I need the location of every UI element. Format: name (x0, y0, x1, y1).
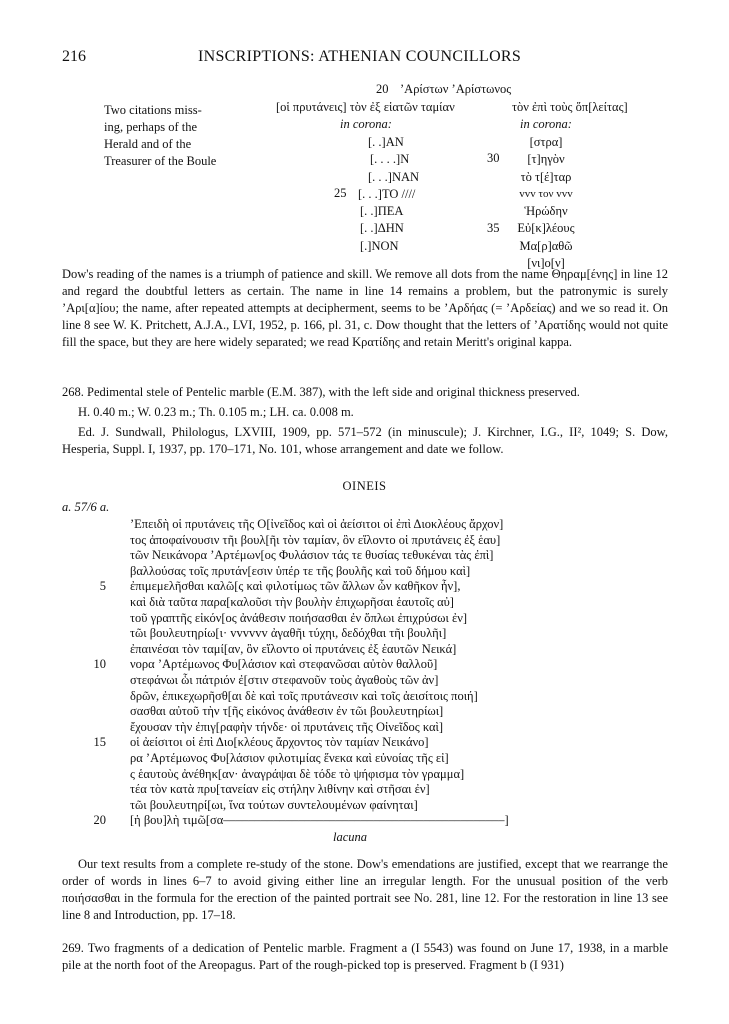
inscription-line-text: ς ἑαυτοὺς ἀνέθηκ[αν· ἀναγράψαι δὲ τόδε τὸ ψήφισμα τὸν γραμμα] (130, 766, 465, 781)
name-line: [. . .]ΝΑΝ (368, 169, 420, 184)
inscription-line (110, 704, 670, 720)
side-note-line: ing, perhaps of the (104, 120, 198, 134)
line-number: 20 (93, 813, 106, 828)
side-note (104, 102, 216, 170)
inscription-line-text: οἱ ἀείσιτοι οἱ ἐπὶ Διο[κλέους ἄρχοντος τὸν ταμίαν Νεικάνο] (130, 735, 429, 750)
inscription-line-text: ἐπαινέσαι τὸν ταμί[αν, ὃν εἵλοντο οἱ πρυτάνεις ἐξ ἑαυτῶν Νεικά] (130, 641, 457, 656)
inscription-line-text: τῶι βουλευτηρίω[ι· vvvvvv ἀγαθῆι τύχηι, δεδόχθαι τῆι βουλῆι] (130, 626, 447, 641)
lacuna-label: lacuna (332, 830, 368, 844)
name-line: [. .]ΑΝ (368, 135, 404, 149)
name-line: Εὐ[κ]λέους (517, 221, 575, 236)
inscription-line (110, 595, 670, 611)
inscription-line (110, 626, 670, 642)
inscription-line (110, 767, 670, 783)
name-line: [νι]ο[ν] (527, 256, 565, 271)
name-line: Ἡρώδην (524, 204, 568, 219)
inscription-line (110, 673, 670, 689)
name-line: [. .]ΠΕΑ (360, 204, 404, 219)
line-number: 20 (376, 82, 389, 96)
line-number: 35 (487, 221, 500, 235)
side-note-line: Herald and of the (104, 137, 192, 151)
name-line: [τ]ηγὸν (527, 152, 565, 167)
commentary-267: Dow's reading of the names is a triumph of patience and skill. We remove all dots from the name Θηραμ[ένης] in line 12 and regard the doubtful letters as certain. The name in line 14 remains a problem, but the patronymic is surely ʼΑρι[α]ίου; the name, after repeated attempts at decipherment, seems to be ʼΑρδήας (= ʼΑρδείας) and we so read it. On line 8 see W. K. Pritchett, A.J.A., LVI, 1952, p. 166, pl. 31, c. Dow thought that the letters of ʼΑρατίδης would not quite fill the space, but they are here widely separated; we read Κρατίδης and retain Meritt's original kappa. (62, 267, 668, 349)
inscription-268-text (93, 517, 670, 829)
left-corona-label: in corona: (340, 117, 392, 131)
inscription-line (110, 517, 670, 533)
entry-268-editions: Ed. J. Sundwall, Philologus, LXVIII, 1909, pp. 571–572 (in minuscule); J. Kirchner, I.G., II², 1049; S. Dow, Hesperia, Suppl. I, 1937, pp. 170–171, No. 101, whose arrangement and date we follow. (62, 425, 668, 456)
inscription-line-text: τοῦ γραπτῆς εἰκόν[ος ἀνάθεσιν ποιήσασθαι ἐν ὅπλωι ἐπιχρύσωι ἐν] (130, 610, 468, 625)
inscription-line-text: βαλλούσας τοῖς πρυτάν[εσιν ὑπέρ τε τῆς βουλῆς καὶ τοῦ δήμου καὶ] (130, 563, 471, 578)
inscription-line (110, 689, 670, 705)
left-column-heading: [οἱ πρυτάνεις] τὸν ἐξ εἱατῶν ταμίαν (276, 100, 455, 114)
inscription-line (110, 751, 670, 767)
inscription-line (110, 720, 670, 736)
right-column-heading: τὸν ἐπὶ τοὺς ὅπ[λείτας] (512, 100, 628, 114)
page-number: 216 (62, 48, 86, 65)
inscription-line-text: δρῶν, ἐπικεχωρῆσθ[αι δὲ καὶ τοῖς πρυτάνεσιν καὶ τοῖς ἀεισίτοις ποιή] (130, 688, 478, 703)
line-number: 30 (487, 151, 500, 165)
inscription-line (110, 642, 670, 658)
line-number: 25 (334, 186, 347, 200)
inscription-line (110, 533, 670, 549)
name-line: Μα[ρ]αθῶ (519, 238, 573, 253)
line-number: 10 (93, 657, 106, 672)
inscription-line-text: νορα ʼΑρτέμωνος Φυ[λάσιον καὶ στεφανῶσαι αὐτὸν θαλλοῦ] (130, 657, 438, 672)
inscription-line (99, 579, 670, 595)
inscription-line (110, 548, 670, 564)
inscription-line-text: στεφάνωι ὧι πάτριόν ἐ[στιν στεφανοῦν τοὺς ἀγαθοὺς τῶν ἀν] (130, 672, 439, 687)
name-line: [. . . .]Ν (370, 152, 410, 167)
right-corona-label: in corona: (520, 117, 572, 131)
name-line: [στρα] (529, 135, 563, 149)
inscription-line-text: ἐπιμεμελῆσθαι καλῶ[ς καὶ φιλοτίμως τῶν ἄλλων ὧν καθῆκον ἦν], (130, 579, 461, 594)
inscription-line-text: τος ἀποφαίνουσιν τῆι βουλ[ῆι τὸν ταμίαν, ὃν εἵλοντο οἱ πρυτάνεις ἐξ ἑαυ] (130, 532, 501, 547)
inscription-line (110, 611, 670, 627)
entry-268-dimensions: H. 0.40 m.; W. 0.23 m.; Th. 0.105 m.; LH. ca. 0.008 m. (78, 405, 354, 419)
side-note-line: Treasurer of the Boule (104, 154, 217, 168)
inscription-line (110, 782, 670, 798)
inscription-line-text: τῶν Νεικάνορα ʼΑρτέμων[ος Φυλάσιον τάς τε θυσίας τεθυκέναι τὰς ἐπὶ] (130, 548, 494, 563)
name-line: [. . .]ΤΟ //// (358, 186, 416, 201)
inscription-line-text: σασθαι αὐτοῦ τὴν τ[ῆς εἰκόνος ἀνάθεσιν ἐν τῶι βουλευτηρίωι] (130, 704, 444, 719)
left-names-column (358, 134, 419, 255)
name-line: τὸ τ[έ]ταρ (520, 169, 572, 184)
inscription-line-text: [ἡ βου]λὴ τιμῶ[σα–––––––––––––––––––––––––––––––––––––––––––––] (130, 813, 509, 828)
right-names-column (496, 134, 596, 272)
running-title: INSCRIPTIONS: ATHENIAN COUNCILLORS (198, 48, 522, 65)
line-number: 15 (93, 735, 106, 750)
inscription-line-text: ʼΕπειδὴ οἱ πρυτάνεις τῆς Ο[ἰνεῖδος καὶ οἱ ἀείσιτοι οἱ ἐπὶ Διοκλέους ἄρχον] (130, 517, 504, 531)
section-title: OINEIS (342, 479, 387, 493)
name-line: [. .]ΔΗΝ (360, 221, 404, 236)
inscription-line (110, 564, 670, 580)
inscription-line: ʼΑρίστων ʼΑρίστωνος (400, 82, 512, 96)
inscription-line-text: τῶι βουλευτηρί[ωι, ἵνα τούτων συντελουμένων φαίνηται] (130, 797, 418, 812)
side-note-line: Two citations miss- (104, 103, 202, 117)
inscription-line-text: καὶ διὰ ταῦτα παρα[καλοῦσι τὴν βουλὴν ἐπιχωρῆσαι ἑαυτοῖς αὐ] (130, 594, 454, 609)
name-line: vvv τον vvv (519, 187, 573, 200)
inscription-line-text: τέα τὸν κατὰ πρυ[τανείαν εἰς στήλην λιθίνην καὶ στῆσαι ἐν] (130, 782, 430, 797)
inscription-line (93, 813, 670, 829)
entry-268-title: 268. Pedimental stele of Pentelic marble (E.M. 387), with the left side and original thickness preserved. (62, 385, 580, 399)
inscription-line (93, 657, 670, 673)
inscription-line-text: ρα ʼΑρτέμωνος Φυ[λάσιον φιλοτιμίας ἕνεκα καὶ εὐνοίας τῆς εἰ] (130, 750, 449, 765)
name-line: [.]ΝΟΝ (360, 238, 399, 253)
inscription-line-text: ἔχουσαν τὴν ἐπιγ[ραφὴν τήνδε· οἱ πρυτάνεις τῆς Οἰνεῖδος καὶ] (130, 719, 444, 734)
date-label: a. 57/6 a. (62, 500, 110, 514)
entry-269-text: 269. Two fragments of a dedication of Pentelic marble. Fragment a (I 5543) was found on June 17, 1938, in a marble pile at the north foot of the Areopagus. Part of the rough-picked top is preserved. Fragment b (I 931) (62, 941, 668, 972)
commentary-268: Our text results from a complete re-study of the stone. Dow's emendations are justified, except that we rearrange the order of words in lines 6–7 to avoid giving either line an irregular length. For the unusual position of the verb ποιήσασθαι in the formula for the erection of the painted portrait see No. 281, line 12. For the restoration in line 13 see line 8 and Introduction, pp. 17–18. (62, 857, 668, 922)
inscription-line (110, 798, 670, 814)
line-number: 5 (99, 579, 106, 594)
inscription-line (93, 735, 670, 751)
